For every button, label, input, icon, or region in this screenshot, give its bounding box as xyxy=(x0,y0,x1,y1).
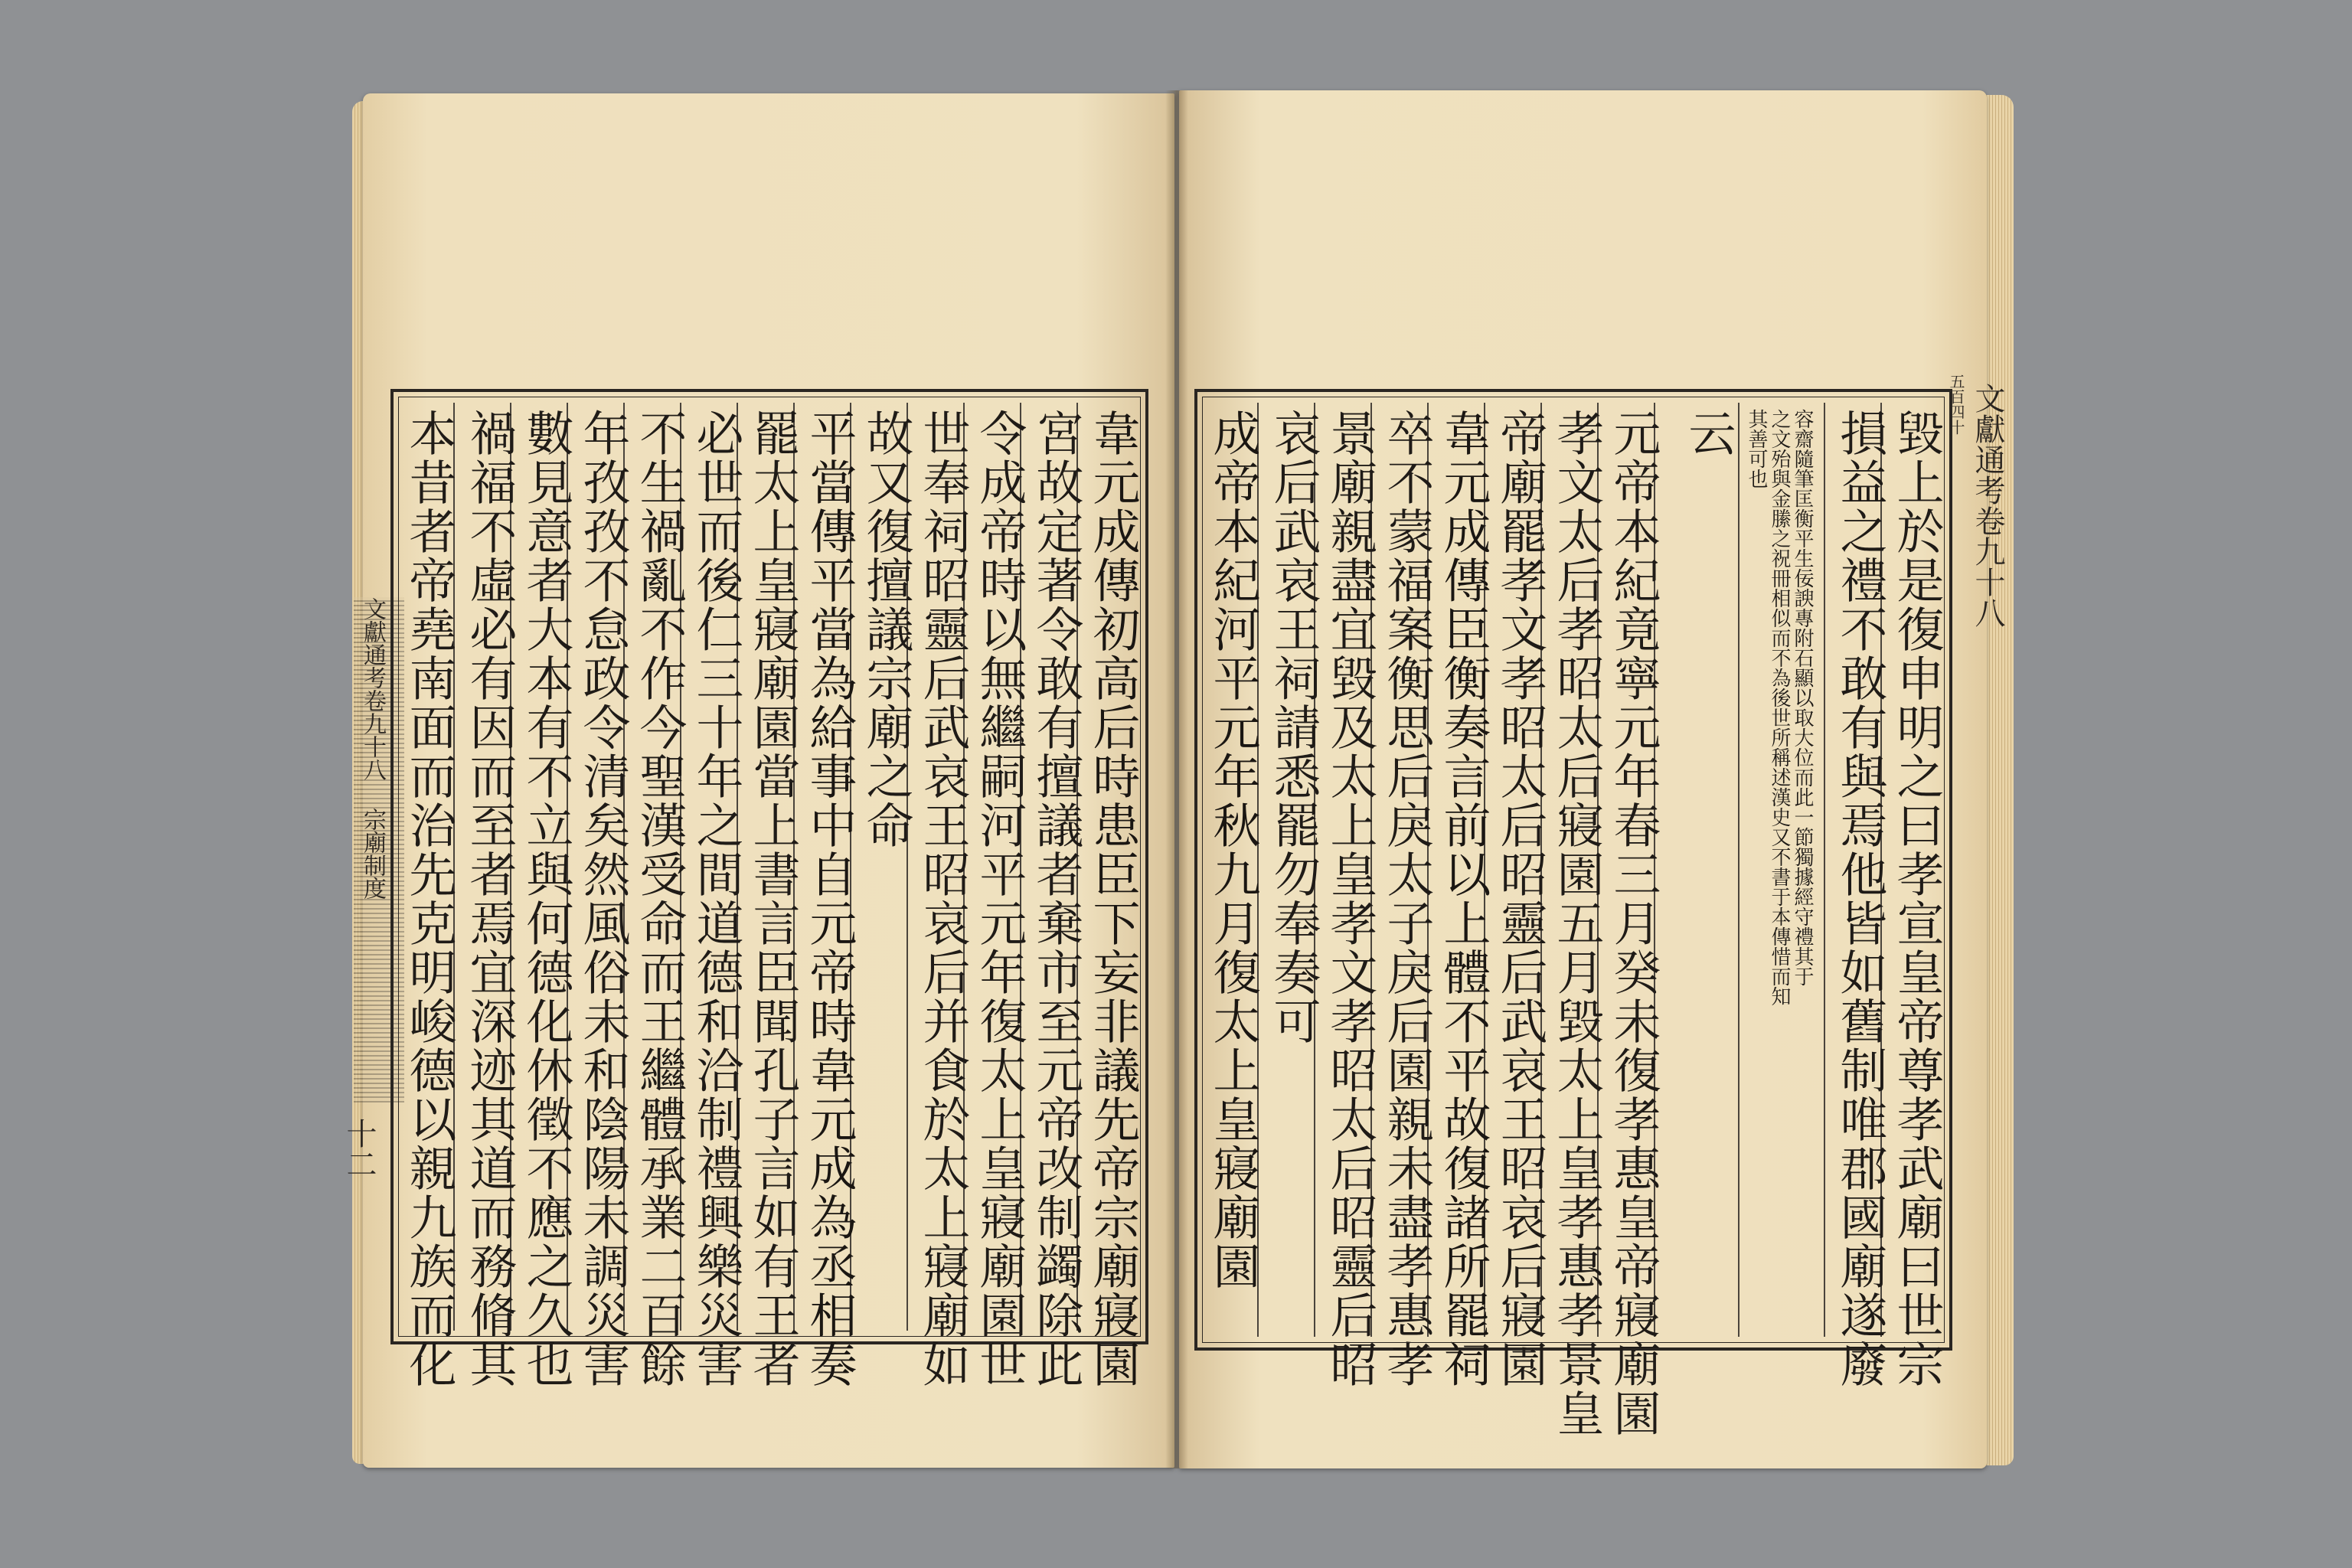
text-column: 景廟親盡宜毀及太上皇孝文孝昭太后昭靈后昭 xyxy=(1322,409,1378,1389)
text-column: 元帝本紀竟寧元年春三月癸未復孝惠皇帝寢廟園 xyxy=(1606,409,1661,1438)
right-edge-label: 文獻通考卷九十八 xyxy=(1970,383,2005,628)
text-column: 必世而後仁三十年之間道德和洽制禮興樂災害 xyxy=(688,409,744,1389)
text-column: 帝廟罷孝文孝昭太后昭靈后武哀王昭哀后寢園 xyxy=(1492,409,1548,1389)
text-column: 數見意者大本有不立與何德化休徵不應之久也 xyxy=(518,409,574,1389)
left-text-frame xyxy=(390,389,1148,1389)
text-column: 罷太上皇寢廟園當上書言臣聞孔子言如有王者 xyxy=(745,409,801,1389)
column-rule xyxy=(1738,403,1740,1337)
text-column: 令成帝時以無繼嗣河平元年復太上皇寢廟園世 xyxy=(972,409,1027,1389)
text-column: 平當傳平當為給事中自元帝時韋元成為丞相奏 xyxy=(802,409,858,1389)
text-column: 成帝本紀河平元年秋九月復太上皇寢廟園 xyxy=(1205,409,1261,1291)
text-column: 云 xyxy=(1681,409,1736,458)
text-column: 哀后武哀王祠請悉罷勿奉奏可 xyxy=(1266,409,1321,1046)
left-center-label: 文獻通考卷九十八 宗廟制度 xyxy=(359,597,386,900)
text-column: 損益之禮不敢有與焉他皆如舊制唯郡國廟遂廢 xyxy=(1832,409,1888,1389)
text-column: 韋元成傳初高后時患臣下妄非議先帝宗廟寢園 xyxy=(1085,409,1141,1389)
right-text-frame xyxy=(1194,389,1952,1438)
annotation-column: 容齋隨筆匡衡平生佞諛專附石顯以取大位而此一節獨據經守禮其于 xyxy=(1791,409,1814,986)
text-column: 禍福不虛必有因而至者焉宜深迹其道而務脩其 xyxy=(462,409,518,1389)
text-column: 韋元成傳臣衡奏言前以上體不平故復諸所罷祠 xyxy=(1436,409,1491,1389)
text-column: 世奉祠昭靈后武哀王昭哀后并食於太上寢廟如 xyxy=(915,409,971,1389)
text-column: 本昔者帝堯南面而治先克明峻德以親九族而化 xyxy=(401,409,457,1389)
text-column: 宮故定著令敢有擅議者棄市至元帝改制蠲除此 xyxy=(1028,409,1084,1389)
column-rule xyxy=(1824,403,1825,1337)
annotation-column: 其善可也 xyxy=(1745,409,1768,488)
left-folio-number: 十二 xyxy=(341,1118,377,1179)
text-column: 孝文太后孝昭太后寢園五月毀太上皇孝惠孝景皇 xyxy=(1549,409,1605,1438)
right-corner-mark: 五百四十 xyxy=(1947,374,1965,435)
annotation-column: 之文殆與金縢之祝冊相似而不為後世所稱述漢史又不書于本傳惜而知 xyxy=(1768,409,1791,1006)
book-gutter xyxy=(1165,90,1188,1468)
text-column: 故又復擅議宗廟之命 xyxy=(858,409,914,850)
text-column: 不生禍亂不作今聖漢受命而王繼體承業二百餘 xyxy=(632,409,688,1389)
text-column: 卒不蒙福案衡思后戾太子戾后園親未盡孝惠孝 xyxy=(1379,409,1435,1389)
text-column: 毀上於是復申明之曰孝宣皇帝尊孝武廟曰世宗 xyxy=(1889,409,1945,1389)
text-column: 年孜孜不怠政令清矣然風俗未和陰陽未調災害 xyxy=(575,409,631,1389)
